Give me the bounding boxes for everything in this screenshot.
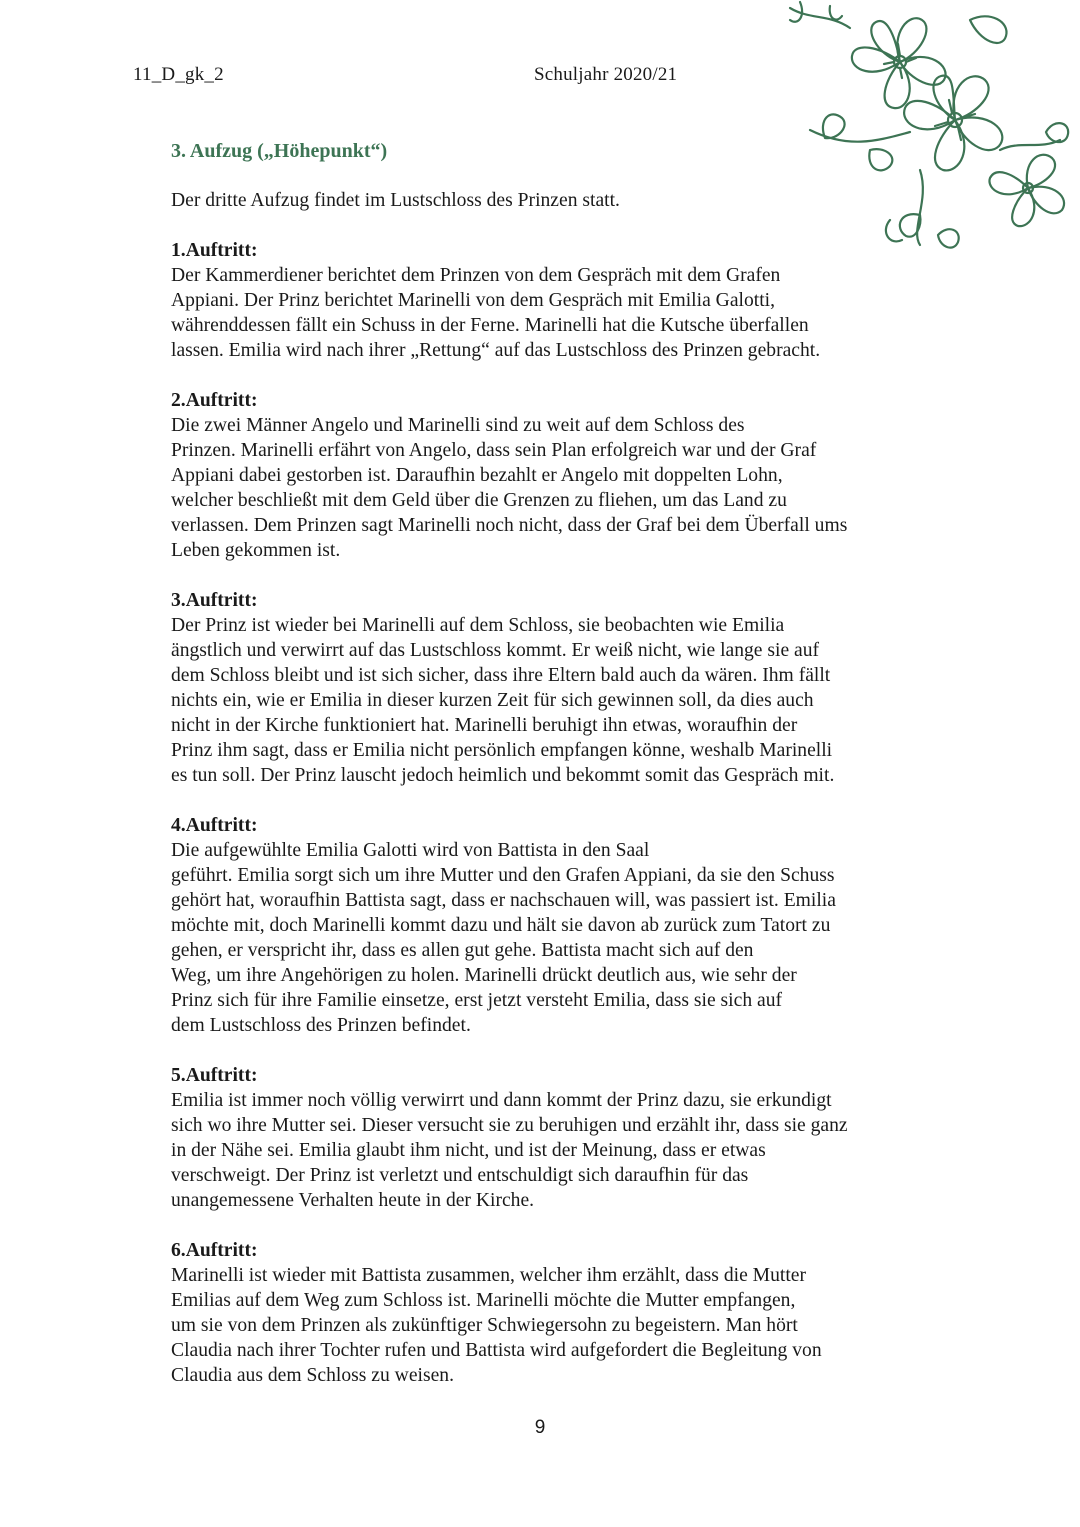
page-number: 9	[534, 1417, 546, 1438]
text-line: sich wo ihre Mutter sei. Dieser versucht sie zu beruhigen und erzählt ihr, dass sie ganz	[171, 1115, 848, 1136]
text-line: Prinzen. Marinelli erfährt von Angelo, dass sein Plan erfolgreich war und der Graf	[171, 440, 817, 461]
section-auftritt-2	[171, 388, 941, 563]
text-line: unangemessene Verhalten heute in der Kirche.	[171, 1190, 535, 1211]
intro-text: Der dritte Aufzug findet im Lustschloss des Prinzen statt.	[171, 190, 620, 211]
section-auftritt-3	[171, 588, 941, 788]
main-content	[171, 139, 941, 1413]
text-line: Appiani. Der Prinz berichtet Marinelli von dem Gespräch mit Emilia Galotti,	[171, 290, 775, 311]
text-line: Die zwei Männer Angelo und Marinelli sind zu weit auf dem Schloss des	[171, 415, 745, 436]
section-body	[171, 613, 941, 788]
text-line: in der Nähe sei. Emilia glaubt ihm nicht, und ist der Meinung, dass er etwas	[171, 1140, 766, 1161]
section-heading: 4.Auftritt:	[171, 815, 258, 836]
section-auftritt-4	[171, 813, 941, 1038]
header-school-year: Schuljahr 2020/21	[534, 64, 678, 85]
text-line: Claudia aus dem Schloss zu weisen.	[171, 1365, 454, 1386]
text-line: welcher beschließt mit dem Geld über die Grenzen zu fliehen, um das Land zu	[171, 490, 787, 511]
text-line: geführt. Emilia sorgt sich um ihre Mutter und den Grafen Appiani, da sie den Schuss	[171, 865, 835, 886]
section-auftritt-1	[171, 238, 941, 363]
text-line: verlassen. Dem Prinzen sagt Marinelli noch nicht, dass der Graf bei dem Überfall ums	[171, 515, 848, 536]
text-line: gehen, er verspricht ihr, dass es allen gut gehe. Battista macht sich auf den	[171, 940, 754, 961]
section-auftritt-6	[171, 1238, 941, 1388]
text-line: Prinz ihm sagt, dass er Emilia nicht persönlich empfangen könne, weshalb Marinelli	[171, 740, 833, 761]
section-heading: 2.Auftritt:	[171, 390, 258, 411]
section-heading: 6.Auftritt:	[171, 1240, 258, 1261]
header-course: 11_D_gk_2	[133, 64, 224, 85]
page-title: 3. Aufzug („Höhepunkt“)	[171, 140, 388, 162]
text-line: lassen. Emilia wird nach ihrer „Rettung“ auf das Lustschloss des Prinzen gebracht.	[171, 340, 821, 361]
text-line: es tun soll. Der Prinz lauscht jedoch heimlich und bekommt somit das Gespräch mit.	[171, 765, 835, 786]
text-line: dem Lustschloss des Prinzen befindet.	[171, 1015, 471, 1036]
text-line: Emilias auf dem Weg zum Schloss ist. Marinelli möchte die Mutter empfangen,	[171, 1290, 796, 1311]
text-line: Appiani dabei gestorben ist. Daraufhin bezahlt er Angelo mit doppelten Lohn,	[171, 465, 783, 486]
text-line: nicht in der Kirche funktioniert hat. Marinelli beruhigt ihn etwas, woraufhin der	[171, 715, 798, 736]
text-line: dem Schloss bleibt und ist sich sicher, dass ihre Eltern bald auch da wären. Ihm fällt	[171, 665, 831, 686]
section-body	[171, 1088, 941, 1213]
section-auftritt-5	[171, 1063, 941, 1213]
text-line: ängstlich und verwirrt auf das Lustschloss kommt. Er weiß nicht, wie lange sie auf	[171, 640, 820, 661]
text-line: Weg, um ihre Angehörigen zu holen. Marinelli drückt deutlich aus, wie sehr der	[171, 965, 797, 986]
text-line: gehört hat, woraufhin Battista sagt, dass er nachschauen will, was passiert ist. Emilia	[171, 890, 836, 911]
section-body	[171, 1263, 941, 1388]
section-heading: 1.Auftritt:	[171, 240, 258, 261]
text-line: um sie von dem Prinzen als zukünftiger Schwiegersohn zu begeistern. Man hört	[171, 1315, 798, 1336]
text-line: Emilia ist immer noch völlig verwirrt und dann kommt der Prinz dazu, sie erkundigt	[171, 1090, 832, 1111]
section-heading: 5.Auftritt:	[171, 1065, 258, 1086]
text-line: nichts ein, wie er Emilia in dieser kurzen Zeit für sich gewinnen soll, da dies auch	[171, 690, 814, 711]
text-line: Der Kammerdiener berichtet dem Prinzen von dem Gespräch mit dem Grafen	[171, 265, 781, 286]
text-line: Die aufgewühlte Emilia Galotti wird von Battista in den Saal	[171, 840, 650, 861]
text-line: währenddessen fällt ein Schuss in der Ferne. Marinelli hat die Kutsche überfallen	[171, 315, 809, 336]
text-line: Marinelli ist wieder mit Battista zusammen, welcher ihm erzählt, dass die Mutter	[171, 1265, 806, 1286]
text-line: Leben gekommen ist.	[171, 540, 341, 561]
section-heading: 3.Auftritt:	[171, 590, 258, 611]
section-body	[171, 263, 941, 363]
section-body	[171, 838, 941, 1038]
text-line: Der Prinz ist wieder bei Marinelli auf dem Schloss, sie beobachten wie Emilia	[171, 615, 785, 636]
text-line: Prinz sich für ihre Familie einsetze, erst jetzt versteht Emilia, dass sie sich auf	[171, 990, 783, 1011]
text-line: verschweigt. Der Prinz ist verletzt und entschuldigt sich daraufhin für das	[171, 1165, 749, 1186]
section-body	[171, 413, 941, 563]
text-line: Claudia nach ihrer Tochter rufen und Battista wird aufgefordert die Begleitung von	[171, 1340, 822, 1361]
text-line: möchte mit, doch Marinelli kommt dazu und hält sie davon ab zurück zum Tatort zu	[171, 915, 831, 936]
